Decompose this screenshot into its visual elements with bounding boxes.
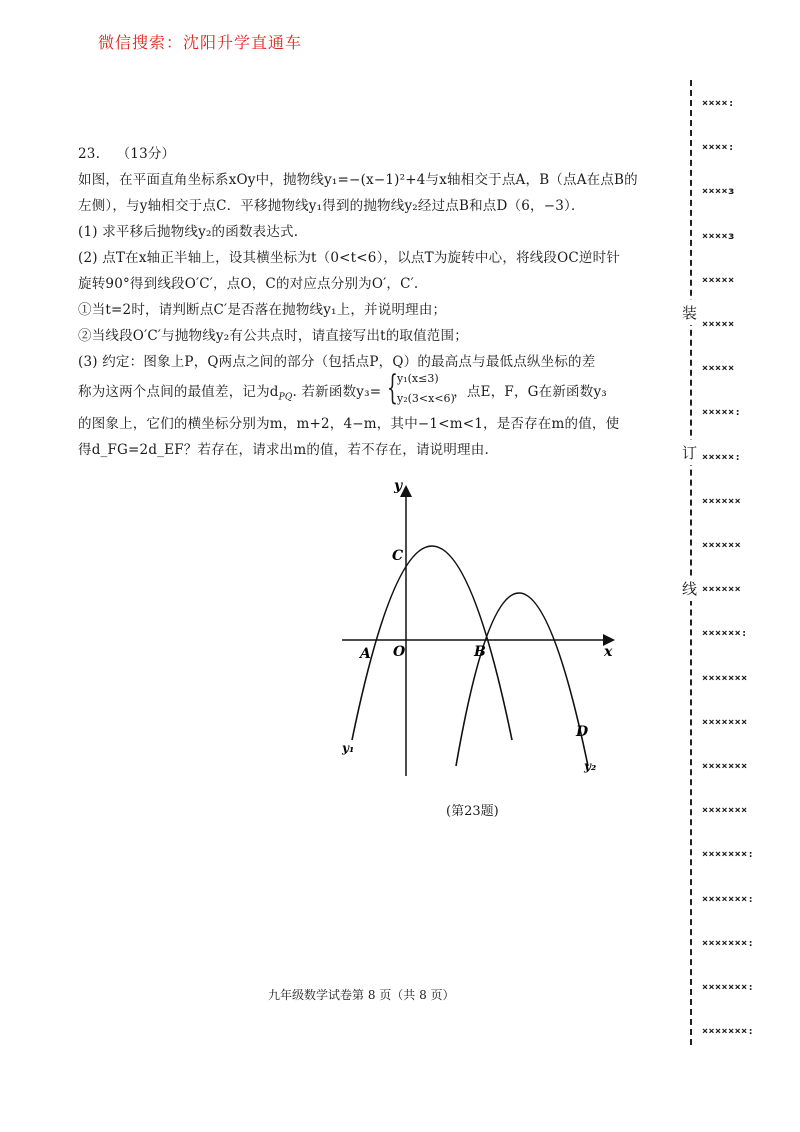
binding-mark: ××××ɜ [702,230,735,242]
y-axis-label: y [394,478,403,494]
curve-y2 [456,593,588,766]
binding-label-ding: 订 [682,440,697,465]
question-2-part-b: ②当线段O′C′与抛物线y₂有公共点时，请直接写出t的取值范围； [78,328,468,344]
page-footer: 九年级数学试卷第 8 页（共 8 页） [268,988,455,1002]
piece-case-2: y₂(3<x<6) [397,392,455,405]
x-axis-label: x [604,644,613,660]
binding-mark: ×××××× [702,540,742,551]
q3-text-a: 称为这两个点间的最值差，记为d [78,384,279,400]
binding-mark: ××××××× [702,672,748,684]
stem-line-1: 如图，在平面直角坐标系xOy中，抛物线y₁=−(x−1)²+4与x轴相交于点A，B（点A在点B的 [78,172,638,188]
question-2-part-a: ①当t=2时，请判断点C′是否落在抛物线y₁上，并说明理由； [78,302,447,318]
curve-y1-label: y₁ [342,741,355,755]
question-3-line-1: (3) 约定：图象上P，Q两点之间的部分（包括点P，Q）的最高点与最低点纵坐标的差 [78,354,596,370]
curve-y1 [352,546,512,740]
binding-mark: ×××××× [702,584,742,596]
question-3-line-4: 得d_FG=2d_EF？若存在，请求出m的值，若不存在，请说明理由. [78,442,489,458]
binding-mark: ×××××××: [702,1026,755,1038]
binding-mark: ××××× [702,274,735,286]
point-c-label: C [392,548,404,564]
binding-mark: ××××××: [702,628,748,640]
question-2-line-1: (2) 点T在x轴正半轴上，设其横坐标为t（0<t<6），以点T为旋转中心，将线段OC逆时针 [78,250,621,266]
question-2-line-2: 旋转90°得到线段O′C′，点O，C的对应点分别为O′，C′. [78,276,419,292]
watermark-text: 微信搜索：沈阳升学直通车 [98,33,303,52]
problem-number: 23. [78,146,101,162]
piece-case-1: y₁(x≤3) [397,372,439,385]
q3-text-c: ，点E，F，G在新函数y₃ [453,384,607,400]
point-b-label: B [474,644,486,660]
piecewise-function: { y₁(x≤3) y₂(3<x<6) [387,368,455,408]
binding-mark: ×××××: [702,407,742,419]
binding-mark: ××××: [702,98,735,109]
binding-mark: ×××××××: [702,893,755,905]
binding-mark: ××××ɜ [702,186,735,198]
question-3-line-3: 的图象上，它们的横坐标分别为m，m+2，4−m，其中−1<m<1，是否存在m的值，使 [78,416,620,432]
problem-points: （13分） [116,146,176,162]
q3-text-b: . 若新函数y₃= [292,384,382,400]
point-d-label: D [576,724,589,740]
problem-header [78,148,175,162]
stem-line-2: 左侧），与y轴相交于点C．平移抛物线y₁得到的抛物线y₂经过点B和点D（6，−3）． [78,198,585,214]
binding-label-zhuang: 装 [682,300,697,325]
origin-label: O [393,644,406,660]
binding-mark: ×××××: [702,451,742,463]
point-a-label: A [360,646,371,662]
binding-mark: ××××××× [702,716,748,728]
binding-label-xian: 线 [682,576,697,601]
question-3-line-2 [78,386,607,403]
binding-mark: ×××××××: [702,937,755,949]
binding-mark: ××××× [702,363,735,375]
binding-mark: ×××××××: [702,982,755,993]
figure-caption: (第23题) [446,804,499,819]
parabola-figure [330,470,630,790]
question-1: (1) 求平移后抛物线y₂的函数表达式. [78,224,299,240]
binding-mark: ××××: [702,142,735,154]
binding-mark: ××××××× [702,805,748,817]
binding-mark: ×××××××: [702,849,755,861]
q3-subscript: PQ [278,392,293,403]
binding-line [690,80,694,1045]
binding-mark: ×××××× [702,495,742,507]
curve-y2-label: y₂ [584,759,597,773]
binding-mark: ××××× [702,319,735,330]
binding-mark: ××××××× [702,761,748,772]
